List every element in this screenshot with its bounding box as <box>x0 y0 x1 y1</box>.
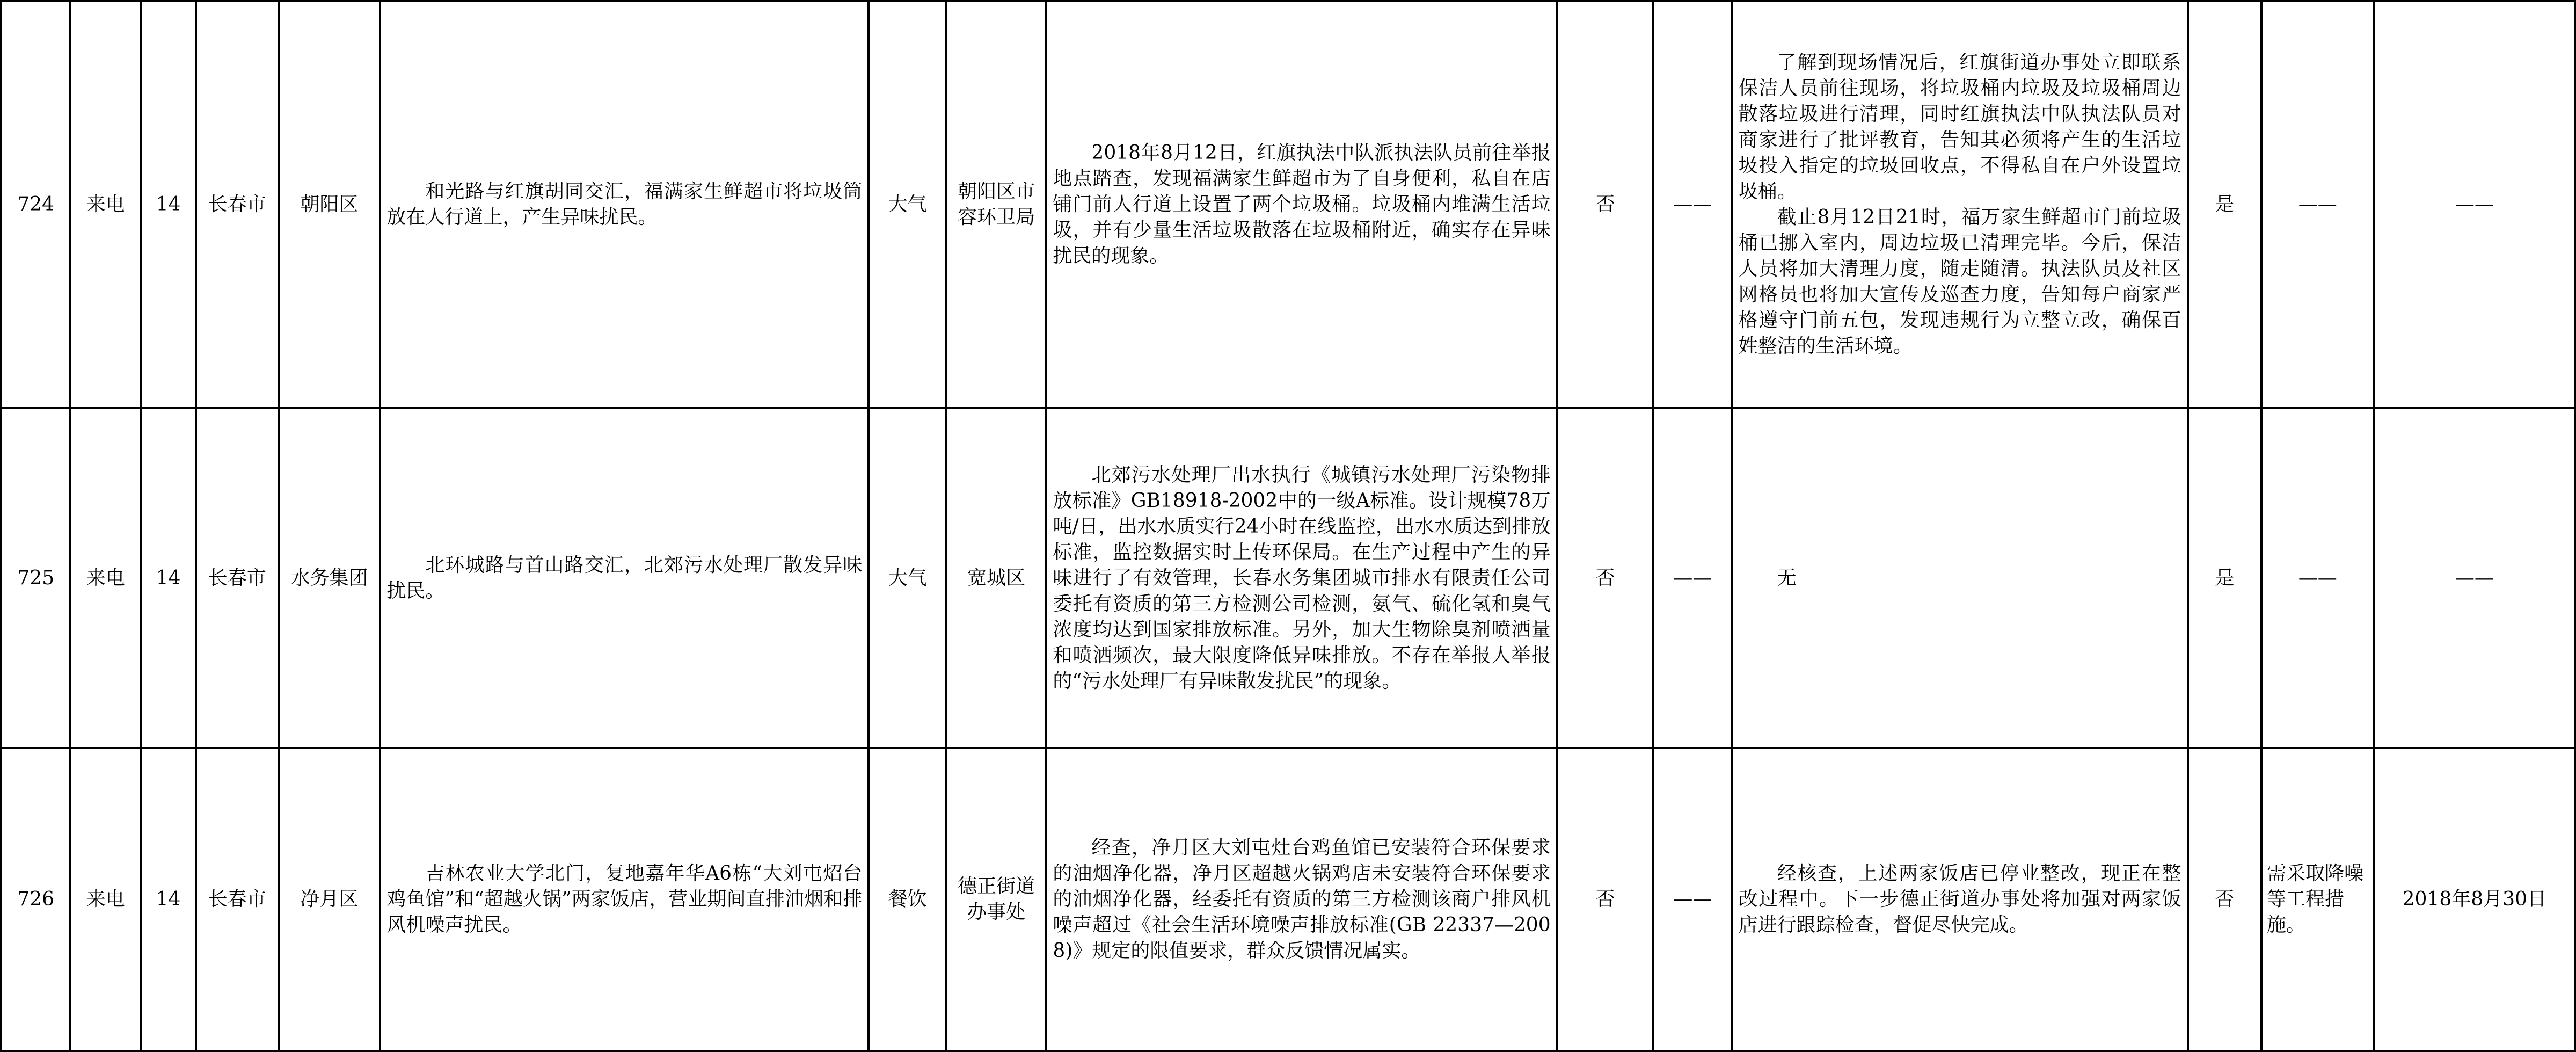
handling-paragraph: 无 <box>1777 567 1797 589</box>
penalty: —— <box>1653 1 1732 408</box>
city: 长春市 <box>196 748 279 1051</box>
table-row <box>1 748 2575 1051</box>
responsible-unit: 宽城区 <box>946 408 1047 748</box>
deadline: —— <box>2374 408 2575 748</box>
batch-number: 14 <box>141 408 196 748</box>
district: 朝阳区 <box>279 1 381 408</box>
report-source: 来电 <box>70 1 140 408</box>
case-number: 726 <box>1 748 70 1051</box>
penalty: —— <box>1653 748 1732 1051</box>
handling-paragraph: 经核查，上述两家饭店已停业整改，现正在整改过程中。下一步德正街道办事处将加强对两家饭店进行跟踪检查，督促尽快完成。 <box>1738 862 2181 936</box>
rectification-measures: —— <box>2261 408 2374 748</box>
is-completed: 是 <box>2188 408 2261 748</box>
is-completed: 否 <box>2188 748 2261 1051</box>
responsible-unit: 德正街道办事处 <box>946 748 1047 1051</box>
district: 净月区 <box>279 748 381 1051</box>
district: 水务集团 <box>279 408 381 748</box>
complaint-text: 北环城路与首山路交汇，北郊污水处理厂散发异味扰民。 <box>386 554 863 602</box>
complaint-text: 吉林农业大学北门，复地嘉年华A6栋“大刘屯炤台鸡鱼馆”和“超越火锅”两家饭店，营业期间直排油烟和排风机噪声扰民。 <box>386 862 863 936</box>
handling-paragraph: 截止8月12日21时，福万家生鲜超市门前垃圾桶已挪入室内，周边垃圾已清理完毕。今后，保洁人员将加大清理力度，随走随清。执法队员及社区网格员也将加大宣传及巡查力度，告知每户商家严格遵守门前五包，发现违规行为立整立改，确保百姓整洁的生活环境。 <box>1738 206 2181 357</box>
finding-text: 经查，净月区大刘屯灶台鸡鱼馆已安装符合环保要求的油烟净化器，净月区超越火锅鸡店未安装符合环保要求的油烟净化器，经委托有资质的第三方检测该商户排风机噪声超过《社会生活环境噪声排放标准(GB 22337—2008)》规定的限值要求，群众反馈情况属实。 <box>1053 837 1551 962</box>
batch-number: 14 <box>141 1 196 408</box>
responsible-unit: 朝阳区市容环卫局 <box>946 1 1047 408</box>
pollution-type: 餐饮 <box>869 748 946 1051</box>
case-number: 725 <box>1 408 70 748</box>
is-verified: 否 <box>1557 748 1654 1051</box>
handling-result <box>1732 1 2188 408</box>
pollution-type: 大气 <box>869 1 946 408</box>
investigation-finding <box>1046 1 1557 408</box>
batch-number: 14 <box>141 748 196 1051</box>
table-row <box>1 1 2575 408</box>
complaint-content <box>380 1 869 408</box>
handling-paragraph: 了解到现场情况后，红旗街道办事处立即联系保洁人员前往现场，将垃圾桶内垃圾及垃圾桶周边散落垃圾进行清理，同时红旗执法中队执法队员对商家进行了批评教育，告知其必须将产生的生活垃圾投入指定的垃圾回收点，不得私自在户外设置垃圾桶。 <box>1738 52 2181 202</box>
case-number: 724 <box>1 1 70 408</box>
report-source: 来电 <box>70 748 140 1051</box>
table-row <box>1 408 2575 748</box>
is-completed: 是 <box>2188 1 2261 408</box>
complaint-content <box>380 748 869 1051</box>
city: 长春市 <box>196 408 279 748</box>
complaint-content <box>380 408 869 748</box>
complaint-text: 和光路与红旗胡同交汇，福满家生鲜超市将垃圾筒放在人行道上，产生异味扰民。 <box>386 180 863 228</box>
finding-text: 北郊污水处理厂出水执行《城镇污水处理厂污染物排放标准》GB18918-2002中的一级A标准。设计规模78万吨/日，出水水质实行24小时在线监控，出水水质达到排放标准，监控数据实时上传环保局。在生产过程中产生的异味进行了有效管理，长春水务集团城市排水有限责任公司委托有资质的第三方检测公司检测，氨气、硫化氢和臭气浓度均达到国家排放标准。另外，加大生物除臭剂喷洒量和喷洒频次，最大限度降低异味排放。不存在举报人举报的“污水处理厂有异味散发扰民”的现象。 <box>1053 463 1551 692</box>
is-verified: 否 <box>1557 1 1654 408</box>
penalty: —— <box>1653 408 1732 748</box>
deadline: —— <box>2374 1 2575 408</box>
deadline: 2018年8月30日 <box>2374 748 2575 1051</box>
investigation-finding <box>1046 748 1557 1051</box>
is-verified: 否 <box>1557 408 1654 748</box>
finding-text: 2018年8月12日，红旗执法中队派执法队员前往举报地点踏查，发现福满家生鲜超市为了自身便利，私自在店铺门前人行道上设置了两个垃圾桶。垃圾桶内堆满生活垃圾，并有少量生活垃圾散落在垃圾桶附近，确实存在异味扰民的现象。 <box>1053 142 1551 267</box>
report-source: 来电 <box>70 408 140 748</box>
rectification-measures: 需采取降噪等工程措施。 <box>2261 748 2374 1051</box>
rectification-measures: —— <box>2261 1 2374 408</box>
handling-result <box>1732 408 2188 748</box>
pollution-type: 大气 <box>869 408 946 748</box>
city: 长春市 <box>196 1 279 408</box>
investigation-finding <box>1046 408 1557 748</box>
handling-result <box>1732 748 2188 1051</box>
